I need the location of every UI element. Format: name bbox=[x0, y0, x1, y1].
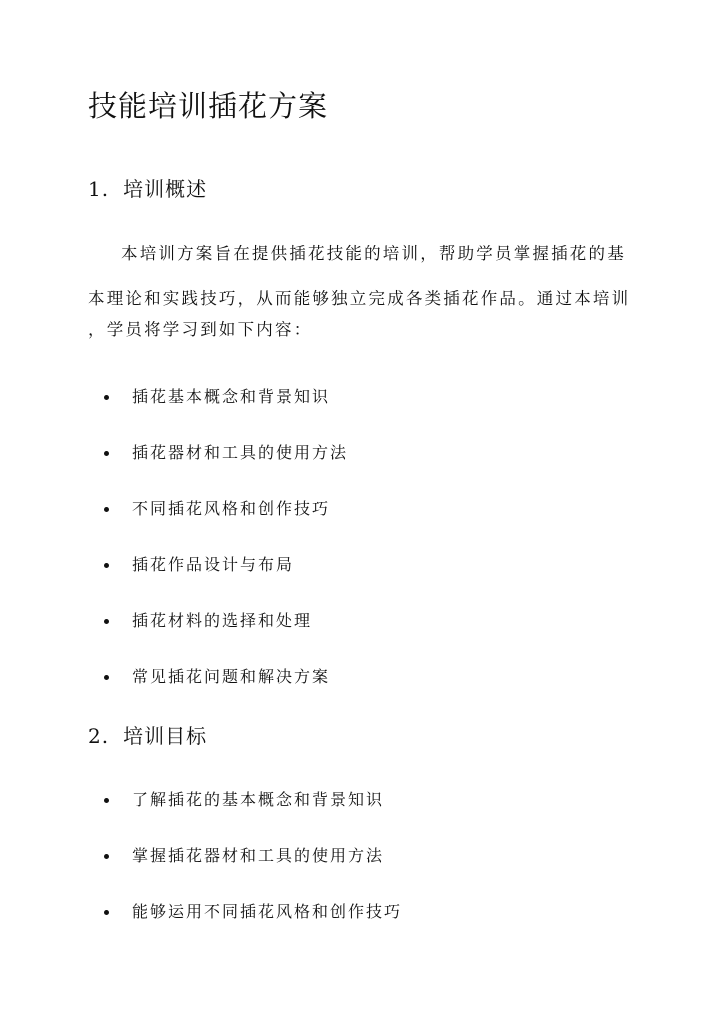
bullet-icon bbox=[104, 675, 109, 680]
document-title: 技能培训插花方案 bbox=[88, 89, 329, 123]
list-item-text: 掌握插花器材和工具的使用方法 bbox=[132, 846, 385, 865]
paragraph-line: 本理论和实践技巧，从而能够独立完成各类插花作品。通过本培训 bbox=[88, 289, 631, 308]
section-title: 培训概述 bbox=[123, 177, 208, 201]
paragraph-line: 本培训方案旨在提供插花技能的培训，帮助学员掌握插花的基 bbox=[121, 244, 626, 263]
section-number: 1. bbox=[88, 177, 110, 201]
bullet-icon bbox=[104, 854, 109, 859]
list-item-text: 能够运用不同插花风格和创作技巧 bbox=[132, 902, 403, 921]
section-title: 培训目标 bbox=[123, 724, 208, 748]
overview-paragraph bbox=[88, 240, 636, 344]
goals-bullet-list bbox=[104, 786, 402, 954]
list-item-text: 了解插花的基本概念和背景知识 bbox=[132, 790, 385, 809]
list-item-text: 插花器材和工具的使用方法 bbox=[132, 443, 349, 462]
list-item-text: 常见插花问题和解决方案 bbox=[132, 667, 331, 686]
list-item-text: 不同插花风格和创作技巧 bbox=[132, 499, 331, 518]
list-item-text: 插花材料的选择和处理 bbox=[132, 611, 313, 630]
bullet-icon bbox=[104, 507, 109, 512]
list-item bbox=[104, 663, 348, 719]
bullet-icon bbox=[104, 395, 109, 400]
list-item-text: 插花作品设计与布局 bbox=[132, 555, 295, 574]
paragraph-line: ，学员将学习到如下内容： bbox=[88, 320, 313, 339]
list-item bbox=[104, 495, 348, 551]
list-item bbox=[104, 898, 402, 954]
overview-bullet-list bbox=[104, 383, 348, 719]
section-number: 2. bbox=[88, 724, 110, 748]
section-heading-goals bbox=[88, 722, 207, 750]
bullet-icon bbox=[104, 563, 109, 568]
list-item bbox=[104, 551, 348, 607]
list-item-text: 插花基本概念和背景知识 bbox=[132, 387, 331, 406]
bullet-icon bbox=[104, 910, 109, 915]
bullet-icon bbox=[104, 451, 109, 456]
bullet-icon bbox=[104, 619, 109, 624]
list-item bbox=[104, 786, 402, 842]
list-item bbox=[104, 439, 348, 495]
list-item bbox=[104, 842, 402, 898]
section-heading-overview bbox=[88, 175, 207, 203]
list-item bbox=[104, 607, 348, 663]
bullet-icon bbox=[104, 798, 109, 803]
list-item bbox=[104, 383, 348, 439]
